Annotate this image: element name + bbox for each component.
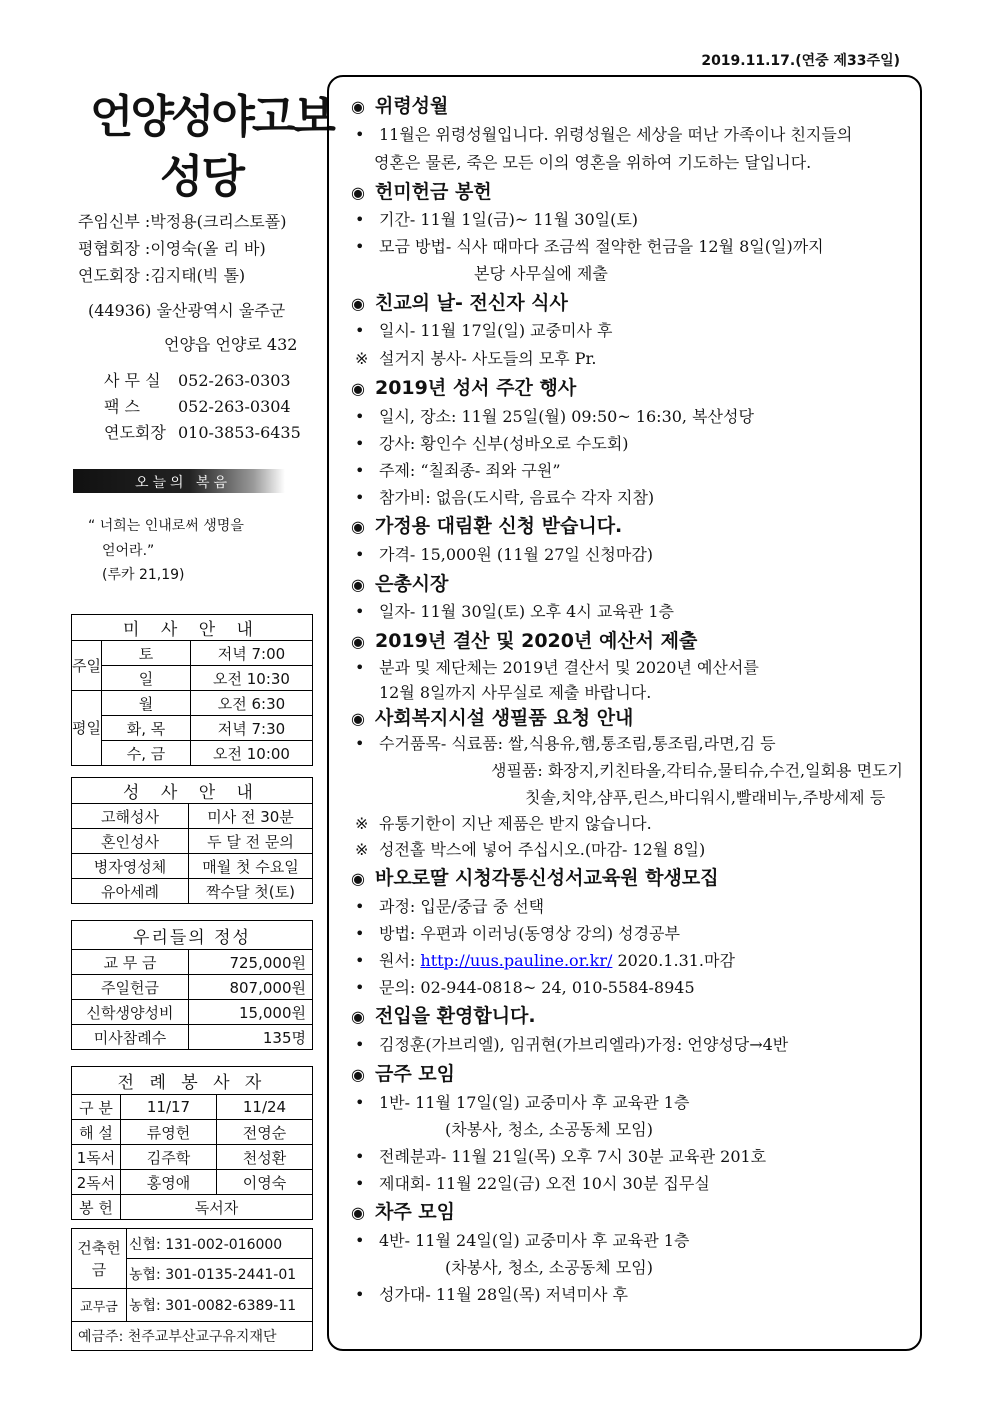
contact-yeondo [104, 420, 301, 443]
gospel-line2: 얻어라.” [102, 543, 155, 559]
liturgy-person: 독서자 [121, 1195, 313, 1220]
section-heading [351, 1001, 536, 1028]
section-marker-icon: ◉ [351, 379, 365, 398]
contact-value: 010-3853-6435 [178, 423, 301, 442]
staff-row [78, 263, 245, 286]
sacrament-info: 두 달 전 문의 [189, 829, 313, 854]
section-title: 헌미헌금 봉헌 [374, 181, 492, 203]
item-text: 성전홀 박스에 넣어 주십시오.(마감- 12월 8일) [379, 840, 706, 859]
bullet-icon: • [355, 434, 365, 453]
bullet-icon: • [355, 734, 365, 753]
section-heading [351, 863, 719, 890]
bullet-item [355, 921, 680, 944]
mass-heading: 미 사 안 내 [72, 615, 313, 641]
account-holder: 예금주: 천주교부산교구유지재단 [72, 1322, 313, 1351]
bullet-icon: • [355, 1174, 365, 1193]
bullet-icon: • [355, 1231, 365, 1250]
bullet-icon: • [355, 407, 365, 426]
offering-value: 807,000원 [189, 975, 313, 1000]
gospel-ref: (루카 21,19) [102, 567, 185, 583]
section-heading [351, 569, 448, 596]
bullet-item [355, 485, 654, 508]
staff-name: :박정용(크리스토폴) [144, 212, 287, 231]
section-title: 차주 모임 [374, 1201, 455, 1223]
item-text: 가격- 15,000원 (11월 27일 신청마감) [379, 545, 654, 564]
bullet-icon: • [355, 897, 365, 916]
staff-role: 연도회장 [78, 266, 140, 285]
gospel-line1: “ 너희는 인내로써 생명을 [88, 518, 244, 534]
item-text: 성가대- 11월 28일(목) 저녁미사 후 [379, 1285, 628, 1304]
address-line2: 언양읍 언양로 432 [164, 335, 298, 354]
staff-role: 평협회장 [78, 239, 140, 258]
sacraments-table [71, 777, 313, 904]
section-marker-icon: ◉ [351, 1007, 365, 1026]
section-marker-icon: ◉ [351, 575, 365, 594]
bank-table [71, 1228, 313, 1351]
bullet-icon: • [355, 951, 365, 970]
bullet-item [355, 894, 544, 917]
offering-name: 신학생양성비 [72, 1000, 189, 1025]
bullet-icon: • [355, 237, 365, 256]
offering-value: 135명 [189, 1025, 313, 1050]
section-title: 금주 모임 [374, 1063, 455, 1085]
staff-role: 주임신부 [78, 212, 140, 231]
contact-value: 052-263-0303 [178, 371, 291, 390]
item-text: 과정: 입문/중급 중 선택 [379, 897, 545, 916]
section-title: 전입을 환영합니다. [374, 1005, 536, 1027]
sacrament-name: 혼인성사 [72, 829, 189, 854]
section-heading [351, 177, 492, 204]
section-marker-icon: ◉ [351, 1203, 365, 1222]
bullet-icon: • [355, 545, 365, 564]
liturgy-col-date: 11/24 [216, 1095, 312, 1120]
contact-fax [104, 394, 291, 417]
bullet-item [355, 948, 735, 971]
note-item [355, 837, 705, 860]
item-text: 모금 방법- 식사 때마다 조금씩 절약한 헌금을 12월 8일(일)까지 [379, 237, 824, 256]
bullet-item [355, 1228, 689, 1251]
mass-time: 저녁 7:00 [190, 641, 312, 666]
item-continuation: (차봉사, 청소, 소공동체 모임) [445, 1120, 653, 1139]
staff-name: :이영숙(올 리 바) [144, 239, 266, 258]
item-text: 전례분과- 11월 21일(목) 오후 7시 30분 교육관 201호 [379, 1147, 767, 1166]
section-marker-icon: ◉ [351, 183, 365, 202]
offering-value: 725,000원 [189, 950, 313, 975]
contact-label: 연도회장 [104, 423, 166, 442]
item-text: 기간- 11월 1일(금)~ 11월 30일(토) [379, 210, 639, 229]
section-heading [351, 626, 697, 653]
contact-label: 팩 스 [104, 397, 140, 416]
liturgy-role: 해 설 [72, 1120, 121, 1145]
mass-time: 오전 10:00 [190, 741, 312, 766]
section-title: 2019년 결산 및 2020년 예산서 제출 [374, 630, 698, 652]
section-heading [351, 91, 448, 118]
liturgy-role: 봉 헌 [72, 1195, 121, 1220]
gyomu-label: 교무금 [72, 1289, 127, 1322]
item-text: 2020.1.31.마감 [612, 951, 735, 970]
gospel-heading: 오늘의 복음 [135, 475, 232, 491]
note-icon: ※ [355, 814, 369, 833]
bullet-icon: • [355, 321, 365, 340]
section-marker-icon: ◉ [351, 97, 365, 116]
section-heading [351, 511, 622, 538]
parish-name-line1: 언양성야고보 [90, 90, 333, 143]
section-heading [351, 1059, 455, 1086]
liturgy-heading: 전 례 봉 사 자 [72, 1067, 313, 1095]
section-marker-icon: ◉ [351, 1065, 365, 1084]
offering-name: 교 무 금 [72, 950, 189, 975]
bullet-item [355, 1171, 710, 1194]
bullet-item [355, 655, 759, 678]
section-title: 2019년 성서 주간 행사 [374, 377, 577, 399]
item-text: 참가비: 없음(도시락, 음료수 각자 지참) [379, 488, 655, 507]
bullet-item [355, 234, 824, 257]
item-text: 일자- 11월 30일(토) 오후 4시 교육관 1층 [379, 602, 674, 621]
liturgy-person: 전영순 [216, 1120, 312, 1145]
bullet-icon: • [355, 1093, 365, 1112]
bullet-item [355, 431, 629, 454]
item-text: 일시, 장소: 11월 25일(월) 09:50~ 16:30, 복산성당 [379, 407, 754, 426]
item-continuation: (차봉사, 청소, 소공동체 모임) [445, 1258, 653, 1277]
note-icon: ※ [355, 840, 369, 859]
section-heading [351, 703, 633, 730]
item-continuation: 본당 사무실에 제출 [474, 264, 608, 283]
bullet-item [355, 599, 674, 622]
sacraments-heading: 성 사 안 내 [72, 778, 313, 804]
bullet-item [355, 318, 613, 341]
item-continuation: 칫솔,치약,샴푸,린스,바디워시,빨래비누,주방세제 등 [525, 788, 886, 807]
item-continuation: 영혼은 물론, 죽은 모든 이의 영혼을 위하여 기도하는 달입니다. [374, 153, 812, 172]
bullet-item [355, 404, 754, 427]
contact-label: 사 무 실 [104, 371, 161, 390]
gospel-heading-bar [73, 469, 285, 493]
sunday-label: 주일 [72, 641, 102, 691]
liturgy-col-date: 11/17 [121, 1095, 217, 1120]
item-text: 김정훈(가브리엘), 임귀현(가브리엘라)가정: 언양성당→4반 [379, 1035, 789, 1054]
item-text: 주제: “칠죄종- 죄와 구원” [379, 461, 561, 480]
offerings-table [71, 920, 313, 1050]
bullet-item [355, 207, 638, 230]
weekday-label: 평일 [72, 691, 102, 766]
section-heading [351, 373, 576, 400]
bullet-item [355, 458, 561, 481]
bullet-icon: • [355, 461, 365, 480]
item-text: 유통기한이 지난 제품은 받지 않습니다. [379, 814, 652, 833]
bullet-item [355, 1282, 628, 1305]
bullet-item [355, 975, 695, 998]
sacrament-info: 짝수달 첫(토) [189, 879, 313, 904]
section-marker-icon: ◉ [351, 869, 365, 888]
liturgy-role: 1독서 [72, 1145, 121, 1170]
section-heading [351, 288, 568, 315]
offering-name: 주일헌금 [72, 975, 189, 1000]
item-text: 수거품목- 식료품: 쌀,식용유,햄,통조림,통조림,라면,김 등 [379, 734, 776, 753]
item-text: 문의: 02-944-0818~ 24, 010-5584-8945 [379, 978, 695, 997]
offering-name: 미사참례수 [72, 1025, 189, 1050]
liturgy-role: 2독서 [72, 1170, 121, 1195]
bullet-item [355, 1090, 689, 1113]
staff-row [78, 209, 286, 232]
bullet-icon: • [355, 924, 365, 943]
item-text: 분과 및 제단체는 2019년 결산서 및 2020년 예산서를 [379, 658, 759, 677]
item-text: 4반- 11월 24일(일) 교중미사 후 교육관 1층 [379, 1231, 690, 1250]
bullet-icon: • [355, 125, 365, 144]
liturgy-table [71, 1066, 313, 1220]
bullet-icon: • [355, 602, 365, 621]
liturgy-person: 홍영애 [121, 1170, 217, 1195]
liturgy-person: 류영헌 [121, 1120, 217, 1145]
bullet-icon: • [355, 1035, 365, 1054]
note-item [355, 811, 652, 834]
item-text: 1반- 11월 17일(일) 교중미사 후 교육관 1층 [379, 1093, 690, 1112]
sacrament-name: 병자영성체 [72, 854, 189, 879]
contact-value: 052-263-0304 [178, 397, 291, 416]
section-title: 은총시장 [374, 573, 449, 595]
mass-time: 오전 10:30 [190, 666, 312, 691]
mass-day: 월 [101, 691, 190, 716]
sacrament-info: 미사 전 30분 [189, 804, 313, 829]
note-icon: ※ [355, 349, 369, 368]
bullet-item [355, 542, 653, 565]
bullet-icon: • [355, 658, 365, 677]
liturgy-person: 김주학 [121, 1145, 217, 1170]
bullet-icon: • [355, 1285, 365, 1304]
bullet-icon: • [355, 1147, 365, 1166]
item-text: 제대회- 11월 22일(금) 오전 10시 30분 집무실 [379, 1174, 710, 1193]
liturgy-col-label: 구 분 [72, 1095, 121, 1120]
pauline-link[interactable]: http://uus.pauline.or.kr/ [420, 951, 613, 970]
offerings-heading: 우리들의 정성 [72, 921, 313, 950]
item-text: 강사: 황인수 신부(성바오로 수도회) [379, 434, 629, 453]
section-marker-icon: ◉ [351, 294, 365, 313]
note-item [355, 346, 597, 369]
staff-row [78, 236, 266, 259]
bullet-item [355, 1144, 766, 1167]
item-text: 방법: 우편과 이러닝(동영상 강의) 성경공부 [379, 924, 680, 943]
bullet-icon: • [355, 210, 365, 229]
section-heading [351, 1197, 455, 1224]
mass-table [71, 614, 313, 766]
mass-time: 저녁 7:30 [190, 716, 312, 741]
bullet-icon: • [355, 978, 365, 997]
bank-account: 농협: 301-0082-6389-11 [127, 1289, 313, 1322]
section-title: 바오로딸 시청각통신성서교육원 학생모집 [374, 867, 719, 889]
offering-value: 15,000원 [189, 1000, 313, 1025]
bulletin-date: 2019.11.17.(연중 제33주일) [701, 53, 900, 69]
mass-time: 오전 6:30 [190, 691, 312, 716]
bullet-item [355, 731, 776, 754]
item-text: 일시- 11월 17일(일) 교중미사 후 [379, 321, 613, 340]
section-title: 위령성월 [374, 95, 449, 117]
bank-account: 신협: 131-002-016000 [127, 1229, 313, 1259]
building-fund-label: 건축헌금 [72, 1229, 127, 1289]
section-title: 사회복지시설 생필품 요청 안내 [374, 707, 634, 729]
item-text: 원서: [379, 951, 421, 970]
sacrament-name: 고해성사 [72, 804, 189, 829]
section-title: 친교의 날- 전신자 식사 [374, 292, 568, 314]
item-continuation: 생필품: 화장지,키친타올,각티슈,물티슈,수건,일회용 면도기 [491, 761, 903, 780]
liturgy-person: 천성환 [216, 1145, 312, 1170]
mass-day: 일 [101, 666, 190, 691]
mass-day: 화, 목 [101, 716, 190, 741]
item-continuation: 12월 8일까지 사무실로 제출 바랍니다. [379, 683, 652, 702]
sacrament-name: 유아세례 [72, 879, 189, 904]
staff-name: :김지태(빅 톨) [144, 266, 246, 285]
section-marker-icon: ◉ [351, 709, 365, 728]
liturgy-person: 이영숙 [216, 1170, 312, 1195]
address-line1: (44936) 울산광역시 울주군 [88, 301, 286, 320]
bullet-item [355, 1032, 788, 1055]
bullet-item [355, 122, 852, 145]
section-marker-icon: ◉ [351, 517, 365, 536]
item-text: 설거지 봉사- 사도들의 모후 Pr. [379, 349, 597, 368]
mass-day: 토 [101, 641, 190, 666]
section-title: 가정용 대림환 신청 받습니다. [374, 515, 623, 537]
bullet-icon: • [355, 488, 365, 507]
section-marker-icon: ◉ [351, 632, 365, 651]
contact-office [104, 368, 291, 391]
bank-account: 농협: 301-0135-2441-01 [127, 1259, 313, 1289]
parish-name-line2: 성당 [160, 150, 243, 203]
sacrament-info: 매월 첫 수요일 [189, 854, 313, 879]
mass-day: 수, 금 [101, 741, 190, 766]
item-text: 11월은 위령성월입니다. 위령성월은 세상을 떠난 가족이나 친지들의 [379, 125, 853, 144]
